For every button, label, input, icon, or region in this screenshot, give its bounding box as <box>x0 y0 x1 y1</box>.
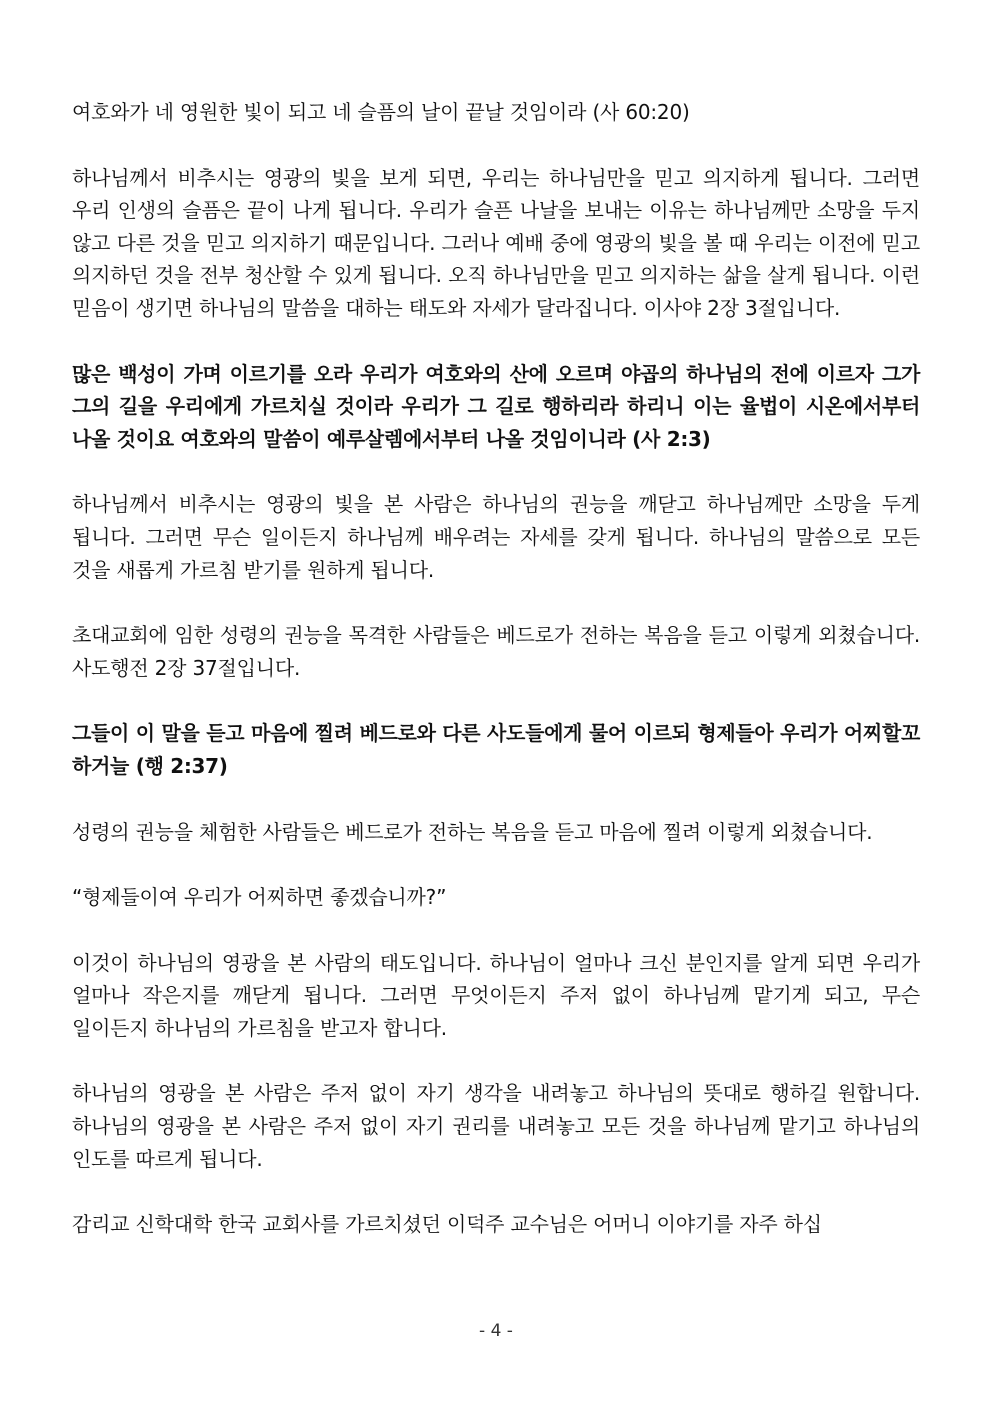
scripture-quote-acts-2-37: 그들이 이 말을 듣고 마음에 찔려 베드로와 다른 사도들에게 물어 이르되 형제들아 우리가 어찌할꼬 하거늘 (행 2:37) <box>72 721 920 778</box>
body-paragraph: 성령의 권능을 체험한 사람들은 베드로가 전하는 복음을 듣고 마음에 찔려 이렇게 외쳤습니다. <box>72 819 873 844</box>
body-paragraph: 하나님의 영광을 본 사람은 주저 없이 자기 생각을 내려놓고 하나님의 뜻대로 행하길 원합니다. 하나님의 영광을 본 사람은 주저 없이 자기 권리를 내려놓고 모든 것을 하나님께 맡기고 하나님의 인도를 따르게 됩니다. <box>72 1081 920 1171</box>
body-paragraph: 하나님께서 비추시는 영광의 빛을 보게 되면, 우리는 하나님만을 믿고 의지하게 됩니다. 그러면 우리 인생의 슬픔은 끝이 나게 됩니다. 우리가 슬픈 나날을 보내는 이유는 하나님께만 소망을 두지 않고 다른 것을 믿고 의지하기 때문입니다. 그러나 예배 중에 영광의 빛을 볼 때 우리는 이전에 믿고 의지하던 것을 전부 청산할 수 있게 됩니다. 오직 하나님만을 믿고 의지하는 삶을 살게 됩니다. 이런 믿음이 생기면 하나님의 말씀을 대하는 태도와 자세가 달라집니다. 이사야 2장 3절입니다. <box>72 165 920 320</box>
body-paragraph: 하나님께서 비추시는 영광의 빛을 본 사람은 하나님의 권능을 깨닫고 하나님께만 소망을 두게 됩니다. 그러면 무슨 일이든지 하나님께 배우려는 자세를 갖게 됩니다. 하나님의 말씀으로 모든 것을 새롭게 가르침 받기를 원하게 됩니다. <box>72 492 920 582</box>
body-paragraph: 초대교회에 임한 성령의 권능을 목격한 사람들은 베드로가 전하는 복음을 듣고 이렇게 외쳤습니다. 사도행전 2장 37절입니다. <box>72 623 920 680</box>
document-page <box>72 96 920 1274</box>
quoted-exclamation: “형제들이여 우리가 어찌하면 좋겠습니까?” <box>72 885 447 910</box>
page-number: - 4 - <box>479 1321 513 1341</box>
scripture-quote-isaiah-2-3: 많은 백성이 가며 이르기를 오라 우리가 여호와의 산에 오르며 야곱의 하나님의 전에 이르자 그가 그의 길을 우리에게 가르치실 것이라 우리가 그 길로 행하리라 하리니 이는 율법이 시온에서부터 나올 것이요 여호와의 말씀이 예루살렘에서부터 나올 것임이니라 (사 2:3) <box>72 361 920 451</box>
body-paragraph: 감리교 신학대학 한국 교회사를 가르치셨던 이덕주 교수님은 어머니 이야기를 자주 하십 <box>72 1212 822 1237</box>
scripture-quote-isaiah-60-20: 여호와가 네 영원한 빛이 되고 네 슬픔의 날이 끝날 것임이라 (사 60:20) <box>72 100 690 124</box>
body-paragraph: 이것이 하나님의 영광을 본 사람의 태도입니다. 하나님이 얼마나 크신 분인지를 알게 되면 우리가 얼마나 작은지를 깨닫게 됩니다. 그러면 무엇이든지 주저 없이 하나님께 맡기게 되고, 무슨 일이든지 하나님의 가르침을 받고자 합니다. <box>72 950 920 1040</box>
